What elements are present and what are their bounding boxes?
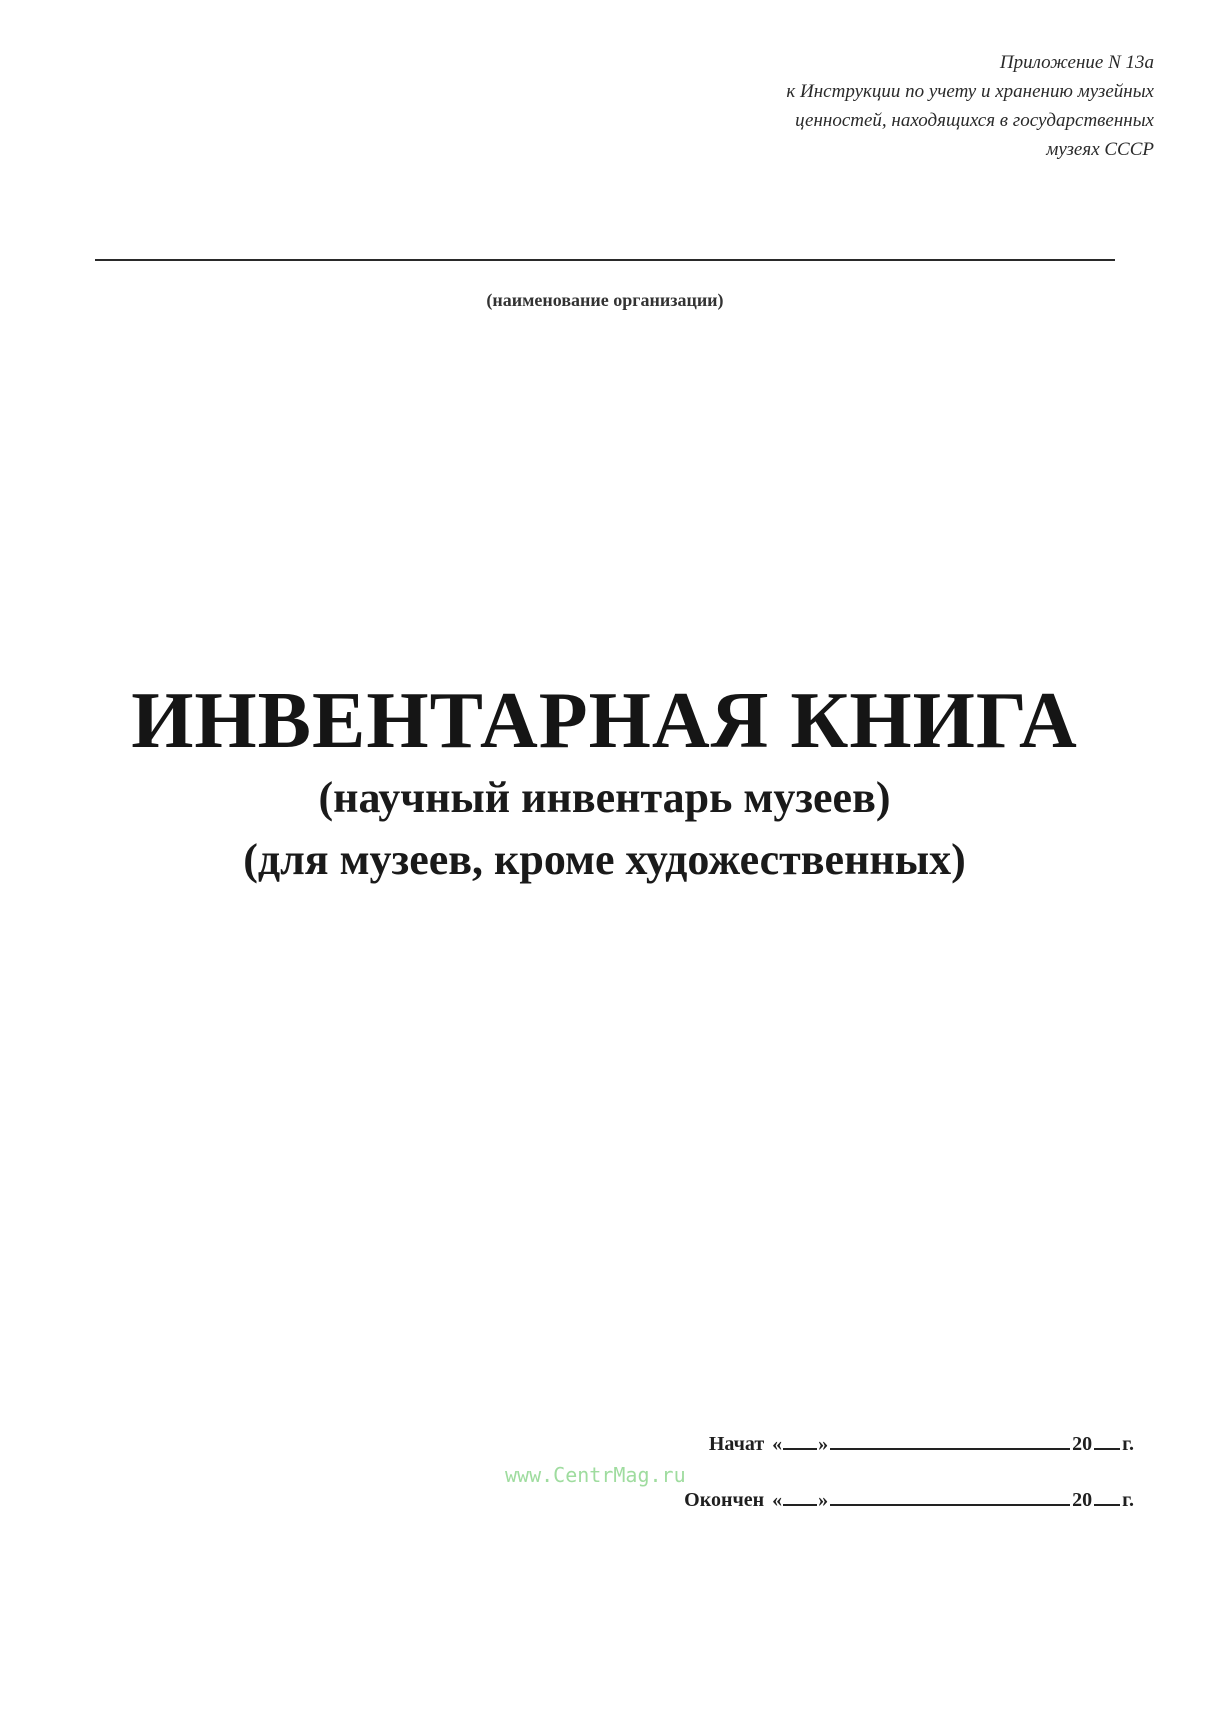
day-blank [783, 1504, 817, 1506]
appendix-note [786, 48, 1154, 164]
dates-block [684, 1433, 1134, 1545]
year-prefix: 20 [1072, 1433, 1093, 1455]
subtitle-scientific-inventory: (научный инвентарь музеев) [318, 773, 891, 822]
started-date-row [684, 1433, 1134, 1489]
year-blank [1094, 1504, 1120, 1506]
year-suffix: г. [1122, 1489, 1134, 1511]
close-quote: » [818, 1489, 829, 1511]
open-quote: « [772, 1433, 783, 1455]
year-blank [1094, 1448, 1120, 1450]
appendix-line: к Инструкции по учету и хранению музейных [786, 81, 1154, 102]
ended-date-row [684, 1489, 1134, 1545]
organization-caption: (наименование организации) [486, 290, 724, 310]
organization-name-line [95, 259, 1115, 261]
open-quote: « [772, 1489, 783, 1511]
day-blank [783, 1448, 817, 1450]
appendix-line: Приложение N 13а [999, 52, 1154, 73]
year-suffix: г. [1122, 1433, 1134, 1455]
watermark: www.CentrMag.ru [505, 1463, 686, 1487]
started-label: Начат [708, 1433, 765, 1455]
ended-label: Окончен [684, 1489, 765, 1511]
title-block [0, 675, 1209, 891]
main-title: ИНВЕНТАРНАЯ КНИГА [131, 677, 1078, 765]
appendix-line: музеях СССР [1046, 139, 1154, 160]
month-blank [830, 1504, 1070, 1506]
year-prefix: 20 [1072, 1489, 1093, 1511]
appendix-line: ценностей, находящихся в государственных [795, 110, 1154, 131]
close-quote: » [818, 1433, 829, 1455]
subtitle-museum-type: (для музеев, кроме художественных) [243, 835, 966, 884]
month-blank [830, 1448, 1070, 1450]
